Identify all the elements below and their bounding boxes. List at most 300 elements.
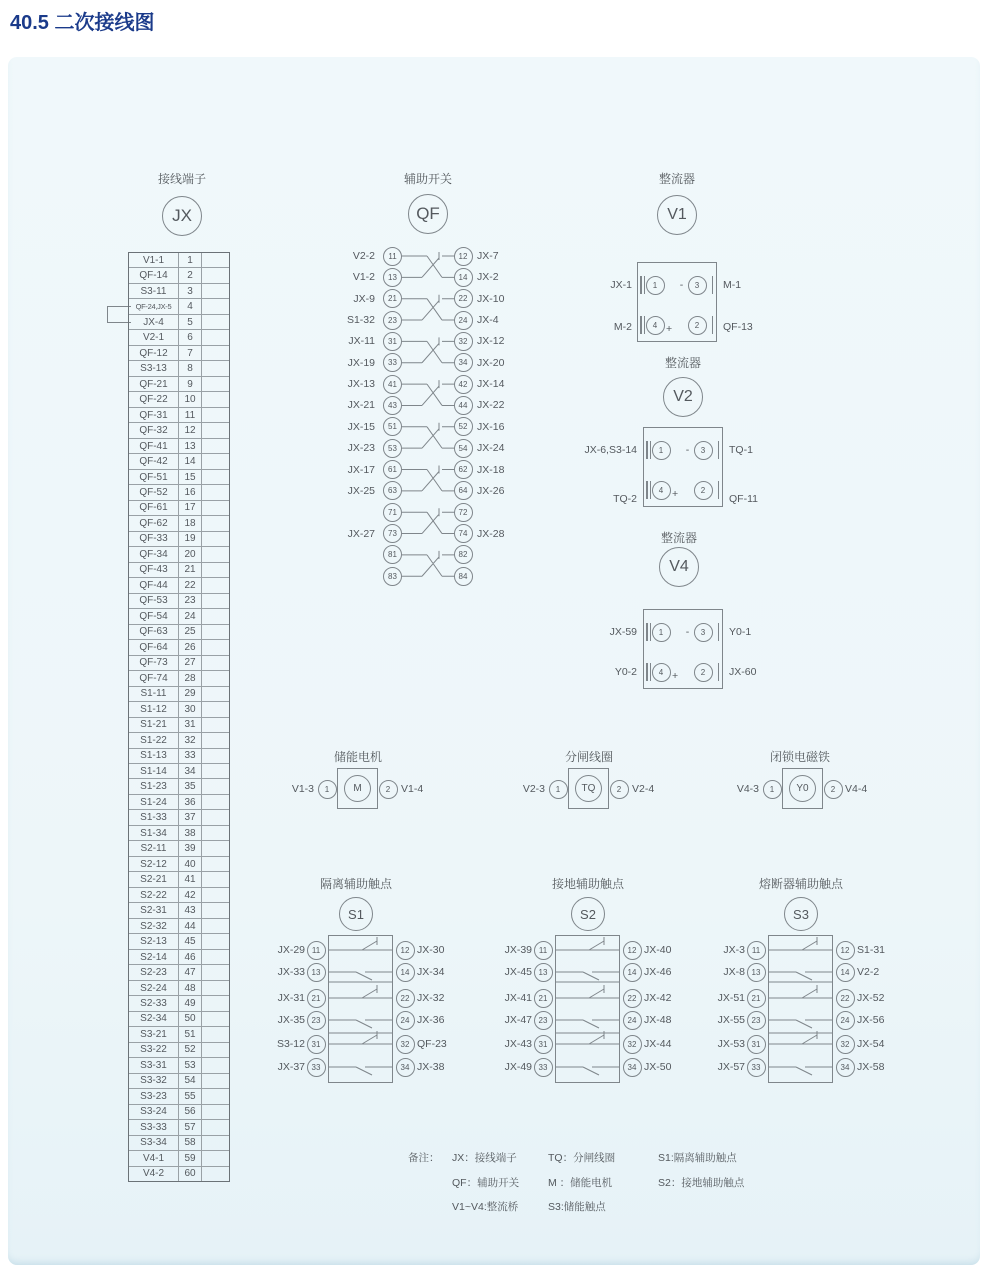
terminal-number: 11: [179, 408, 202, 422]
terminal-number: 35: [179, 779, 202, 793]
terminal-empty-cell: [202, 733, 229, 747]
terminal-empty-cell: [202, 284, 229, 298]
qf-terminal-circle: 52: [454, 417, 473, 436]
terminal-label: S1-14: [129, 764, 179, 778]
qf-terminal-circle: 34: [454, 353, 473, 372]
terminal-label: QF-64: [129, 640, 179, 654]
terminal-number: 20: [179, 547, 202, 561]
terminal-label: QF-34: [129, 547, 179, 561]
contact-terminal: 12: [623, 941, 642, 960]
rectifier-header: 整流器: [658, 172, 695, 186]
terminal-row: [129, 330, 229, 345]
terminal-bar: [718, 481, 720, 499]
terminal-row: [129, 903, 229, 918]
terminal-number: 27: [179, 656, 202, 670]
contact-right-label: JX-32: [417, 992, 445, 1004]
qf-left-label: V1-2: [352, 271, 375, 284]
contact-left-label: JX-57: [717, 1061, 745, 1073]
terminal-empty-cell: [202, 532, 229, 546]
qf-terminal-circle: 82: [454, 545, 473, 564]
terminal-row: [129, 749, 229, 764]
terminal-number: 1: [179, 253, 202, 267]
terminal-bar: [650, 663, 652, 681]
contact-terminal: 11: [307, 941, 326, 960]
terminal-bar: [650, 481, 652, 499]
contact-terminal: 34: [836, 1058, 855, 1077]
terminal-label: V4-1: [129, 1151, 179, 1165]
terminal-number: 60: [179, 1167, 202, 1181]
contact-group-lines: [555, 935, 620, 1083]
rectifier-terminal: 4: [652, 481, 671, 500]
terminal-number: 57: [179, 1120, 202, 1134]
qf-terminal-circle: 71: [383, 503, 402, 522]
rectifier-terminal: 3: [688, 276, 707, 295]
rectifier-terminal: 3: [694, 623, 713, 642]
terminal-row: [129, 1151, 229, 1166]
coil-terminal: 2: [824, 780, 843, 799]
terminal-empty-cell: [202, 1058, 229, 1072]
qf-terminal-circle: 43: [383, 396, 402, 415]
terminal-number: 22: [179, 578, 202, 592]
terminal-row: [129, 408, 229, 423]
qf-left-label: JX-21: [347, 399, 375, 412]
terminal-empty-cell: [202, 315, 229, 329]
coil-terminal: 1: [549, 780, 568, 799]
terminal-bar: [644, 316, 646, 334]
terminal-row: [129, 346, 229, 361]
note-line: S2：接地辅助触点: [658, 1176, 745, 1189]
note-line: V1~V4:整流桥: [452, 1201, 519, 1213]
terminal-label: QF-74: [129, 671, 179, 685]
contact-terminal: 14: [623, 963, 642, 982]
contact-left-label: JX-43: [504, 1038, 532, 1050]
contact-right-label: JX-30: [417, 944, 445, 956]
terminal-number: 49: [179, 996, 202, 1010]
terminal-number: 18: [179, 516, 202, 530]
terminal-bar: [718, 623, 720, 641]
terminal-number: 52: [179, 1043, 202, 1057]
rectifier-label: JX-59: [609, 626, 637, 638]
terminal-number: 16: [179, 485, 202, 499]
terminal-empty-cell: [202, 578, 229, 592]
terminal-empty-cell: [202, 563, 229, 577]
terminal-label: QF-62: [129, 516, 179, 530]
coil-left-label: V2-3: [522, 783, 545, 795]
terminal-label: S3-23: [129, 1089, 179, 1103]
terminal-label: S2-11: [129, 841, 179, 855]
polarity-plus: +: [672, 488, 679, 500]
terminal-row: [129, 1120, 229, 1135]
terminal-row: [129, 625, 229, 640]
qf-left-label: JX-15: [347, 420, 375, 433]
rectifier-label: QF-13: [723, 321, 753, 333]
terminal-number: 59: [179, 1151, 202, 1165]
terminal-row: [129, 872, 229, 887]
terminal-label: QF-14: [129, 268, 179, 282]
contact-terminal: 32: [396, 1035, 415, 1054]
terminal-label: QF-31: [129, 408, 179, 422]
terminal-row: [129, 1027, 229, 1042]
terminal-number: 58: [179, 1136, 202, 1150]
contact-terminal: 22: [396, 989, 415, 1008]
terminal-bar: [640, 316, 642, 334]
terminal-label: QF-24,JX-5: [129, 299, 179, 313]
contact-terminal: 33: [534, 1058, 553, 1077]
terminal-label: QF-61: [129, 501, 179, 515]
note-line: S1:隔离辅助触点: [658, 1152, 737, 1164]
terminal-label: S2-33: [129, 996, 179, 1010]
terminal-empty-cell: [202, 501, 229, 515]
terminal-bar: [712, 316, 714, 334]
rectifier-terminal: 2: [694, 663, 713, 682]
rectifier-terminal: 2: [688, 316, 707, 335]
rectifier-terminal: 2: [694, 481, 713, 500]
terminal-row: [129, 563, 229, 578]
terminal-row: [129, 981, 229, 996]
qf-terminal-circle: 64: [454, 481, 473, 500]
contact-terminal: 22: [623, 989, 642, 1008]
terminal-label: QF-43: [129, 563, 179, 577]
qf-terminal-circle: 14: [454, 268, 473, 287]
contact-terminal: 13: [307, 963, 326, 982]
contact-right-label: JX-54: [857, 1038, 885, 1050]
polarity-plus: +: [672, 670, 679, 682]
rectifier-label: Y0-2: [614, 666, 637, 678]
terminal-row: [129, 795, 229, 810]
terminal-label: S3-13: [129, 361, 179, 375]
polarity-minus: -: [685, 626, 690, 638]
terminal-empty-cell: [202, 1105, 229, 1119]
terminal-number: 30: [179, 702, 202, 716]
terminal-row: [129, 594, 229, 609]
terminal-empty-cell: [202, 872, 229, 886]
contact-left-label: JX-33: [277, 966, 305, 978]
contact-terminal: 21: [747, 989, 766, 1008]
terminal-row: [129, 470, 229, 485]
contact-terminal: 14: [836, 963, 855, 982]
terminal-label: S1-23: [129, 779, 179, 793]
terminal-label: S2-14: [129, 950, 179, 964]
qf-terminal-circle: 81: [383, 545, 402, 564]
terminal-empty-cell: [202, 516, 229, 530]
terminal-bar: [646, 441, 648, 459]
contact-terminal: 24: [396, 1011, 415, 1030]
rectifier-header: 整流器: [660, 531, 697, 545]
terminal-label: QF-52: [129, 485, 179, 499]
rectifier-header: 整流器: [664, 356, 701, 370]
terminal-empty-cell: [202, 764, 229, 778]
rectifier-terminal: 1: [652, 623, 671, 642]
terminal-row: [129, 888, 229, 903]
terminal-row: [129, 810, 229, 825]
terminal-empty-cell: [202, 470, 229, 484]
qf-terminal-circle: 42: [454, 375, 473, 394]
terminal-number: 29: [179, 687, 202, 701]
terminal-row: [129, 702, 229, 717]
terminal-row: [129, 454, 229, 469]
contact-terminal: 11: [534, 941, 553, 960]
terminal-number: 8: [179, 361, 202, 375]
qf-terminal-circle: 12: [454, 247, 473, 266]
qf-left-label: JX-11: [348, 335, 375, 348]
contact-left-label: JX-31: [277, 992, 305, 1004]
terminal-bar: [718, 663, 720, 681]
terminal-number: 28: [179, 671, 202, 685]
coil-left-label: V4-3: [736, 783, 759, 795]
rectifier-label: QF-11: [729, 493, 758, 505]
qf-right-label: JX-24: [477, 442, 505, 455]
terminal-empty-cell: [202, 1074, 229, 1088]
rectifier-label: TQ-1: [729, 444, 753, 456]
terminal-label: S1-22: [129, 733, 179, 747]
terminal-row: [129, 299, 229, 314]
terminal-row: [129, 1043, 229, 1058]
terminal-bar: [712, 276, 714, 294]
terminal-number: 31: [179, 718, 202, 732]
qf-terminal-circle: 72: [454, 503, 473, 522]
terminal-label: V1-1: [129, 253, 179, 267]
terminal-label: S3-21: [129, 1027, 179, 1041]
terminal-number: 6: [179, 330, 202, 344]
terminal-number: 23: [179, 594, 202, 608]
terminal-row: [129, 423, 229, 438]
terminal-number: 33: [179, 749, 202, 763]
terminal-number: 38: [179, 826, 202, 840]
terminal-block-header: 接线端子: [157, 172, 206, 186]
terminal-row: [129, 826, 229, 841]
terminal-label: QF-22: [129, 392, 179, 406]
terminal-label: QF-21: [129, 377, 179, 391]
rectifier-terminal: 1: [646, 276, 665, 295]
terminal-label: S3-11: [129, 284, 179, 298]
terminal-row: [129, 609, 229, 624]
terminal-label: S1-12: [129, 702, 179, 716]
terminal-empty-cell: [202, 609, 229, 623]
qf-right-label: JX-2: [477, 271, 499, 284]
terminal-empty-cell: [202, 1136, 229, 1150]
terminal-row: [129, 687, 229, 702]
terminal-number: 39: [179, 841, 202, 855]
terminal-row: [129, 1012, 229, 1027]
contact-left-label: JX-55: [717, 1014, 745, 1026]
rectifier-label: Y0-1: [729, 626, 752, 638]
contact-terminal: 32: [623, 1035, 642, 1054]
qf-terminal-circle: 84: [454, 567, 473, 586]
polarity-minus: -: [685, 444, 690, 456]
terminal-table: [128, 252, 230, 1182]
terminal-label: S2-32: [129, 919, 179, 933]
terminal-empty-cell: [202, 253, 229, 267]
terminal-number: 2: [179, 268, 202, 282]
contact-terminal: 34: [396, 1058, 415, 1077]
note-line: TQ：分闸线圈: [548, 1152, 616, 1164]
terminal-row: [129, 516, 229, 531]
rectifier-symbol: V4: [659, 547, 699, 587]
terminal-empty-cell: [202, 547, 229, 561]
contact-terminal: 31: [307, 1035, 326, 1054]
terminal-label: S1-21: [129, 718, 179, 732]
coil-symbol: Y0: [789, 775, 816, 802]
note-line: JX：接线端子: [452, 1152, 517, 1164]
terminal-bar: [646, 623, 648, 641]
contact-left-label: JX-41: [504, 992, 532, 1004]
terminal-label: S2-24: [129, 981, 179, 995]
terminal-row: [129, 1089, 229, 1104]
contact-group-lines: [328, 935, 393, 1083]
contact-terminal: 12: [836, 941, 855, 960]
terminal-empty-cell: [202, 392, 229, 406]
qf-right-label: JX-10: [477, 292, 505, 305]
terminal-empty-cell: [202, 1012, 229, 1026]
qf-left-label: JX-9: [353, 292, 375, 305]
contact-left-label: JX-53: [717, 1038, 745, 1050]
rectifier-label: JX-6,S3-14: [584, 444, 637, 456]
contact-right-label: S1-31: [857, 944, 886, 956]
terminal-empty-cell: [202, 718, 229, 732]
terminal-label: S2-34: [129, 1012, 179, 1026]
note-line: M ：储能电机: [548, 1176, 613, 1189]
contact-left-label: JX-39: [504, 944, 532, 956]
terminal-empty-cell: [202, 594, 229, 608]
coil-terminal: 1: [763, 780, 782, 799]
terminal-number: 17: [179, 501, 202, 515]
coil-header: 闭锁电磁铁: [769, 750, 830, 764]
contact-terminal: 31: [534, 1035, 553, 1054]
qf-terminal-circle: 33: [383, 353, 402, 372]
contact-right-label: JX-44: [644, 1038, 672, 1050]
terminal-row: [129, 640, 229, 655]
contact-right-label: JX-46: [644, 966, 672, 978]
terminal-number: 50: [179, 1012, 202, 1026]
terminal-bar: [646, 481, 648, 499]
contact-left-label: JX-37: [277, 1061, 305, 1073]
terminal-label: QF-51: [129, 470, 179, 484]
terminal-empty-cell: [202, 903, 229, 917]
terminal-row: [129, 934, 229, 949]
terminal-number: 34: [179, 764, 202, 778]
qf-terminal-circle: 32: [454, 332, 473, 351]
terminal-empty-cell: [202, 361, 229, 375]
terminal-row: [129, 718, 229, 733]
terminal-row: [129, 284, 229, 299]
contact-left-label: JX-35: [277, 1014, 305, 1026]
contact-right-label: JX-50: [644, 1061, 672, 1073]
terminal-number: 46: [179, 950, 202, 964]
qf-right-label: JX-7: [477, 250, 499, 262]
note-line: S3:储能触点: [548, 1201, 606, 1213]
terminal-empty-cell: [202, 656, 229, 670]
qf-left-label: JX-17: [347, 463, 375, 476]
rectifier-label: JX-60: [729, 666, 757, 678]
terminal-empty-cell: [202, 919, 229, 933]
contact-terminal: 14: [396, 963, 415, 982]
terminal-label: S1-24: [129, 795, 179, 809]
terminal-row: [129, 764, 229, 779]
qf-left-label: JX-19: [347, 356, 375, 369]
rectifier-label: JX-1: [610, 279, 632, 291]
qf-right-label: JX-22: [477, 399, 505, 412]
rectifier-label: M-1: [723, 279, 742, 291]
contact-left-label: JX-29: [277, 944, 305, 956]
terminal-label: V2-1: [129, 330, 179, 344]
coil-left-label: V1-3: [291, 783, 314, 795]
terminal-label: S3-34: [129, 1136, 179, 1150]
contact-group-symbol: S2: [571, 897, 605, 931]
terminal-number: 45: [179, 934, 202, 948]
terminal-label: QF-53: [129, 594, 179, 608]
terminal-label: S2-23: [129, 965, 179, 979]
qf-terminal-circle: 73: [383, 524, 402, 543]
terminal-label: S1-33: [129, 810, 179, 824]
coil-header: 分闸线圈: [564, 750, 613, 764]
qf-terminal-circle: 23: [383, 311, 402, 330]
terminal-number: 13: [179, 439, 202, 453]
terminal-number: 14: [179, 454, 202, 468]
terminal-empty-cell: [202, 299, 229, 313]
terminal-empty-cell: [202, 702, 229, 716]
terminal-row: [129, 919, 229, 934]
contact-group-header: 熔断器辅助触点: [758, 877, 843, 891]
contact-terminal: 33: [307, 1058, 326, 1077]
terminal-empty-cell: [202, 795, 229, 809]
terminal-empty-cell: [202, 888, 229, 902]
terminal-empty-cell: [202, 1120, 229, 1134]
terminal-empty-cell: [202, 439, 229, 453]
terminal-number: 21: [179, 563, 202, 577]
terminal-number: 4: [179, 299, 202, 313]
terminal-empty-cell: [202, 454, 229, 468]
terminal-row: [129, 857, 229, 872]
terminal-number: 24: [179, 609, 202, 623]
terminal-number: 41: [179, 872, 202, 886]
terminal-empty-cell: [202, 779, 229, 793]
qf-right-label: JX-26: [477, 484, 505, 497]
page-title: 40.5 二次接线图: [10, 12, 155, 34]
terminal-label: QF-73: [129, 656, 179, 670]
rectifier-label: TQ-2: [613, 493, 637, 505]
terminal-label: S2-31: [129, 903, 179, 917]
terminal-row: [129, 656, 229, 671]
terminal-empty-cell: [202, 857, 229, 871]
terminal-empty-cell: [202, 950, 229, 964]
qf-terminal-circle: 83: [383, 567, 402, 586]
aux-switch-header: 辅助开关: [403, 172, 452, 186]
terminal-number: 15: [179, 470, 202, 484]
terminal-row: [129, 1167, 229, 1181]
contact-terminal: 11: [747, 941, 766, 960]
qf-left-label: V2-2: [352, 250, 375, 262]
qf-terminal-circle: 61: [383, 460, 402, 479]
terminal-row: [129, 315, 229, 330]
terminal-empty-cell: [202, 810, 229, 824]
qf-terminal-circle: 11: [383, 247, 402, 266]
notes-label: 备注：: [408, 1152, 440, 1164]
terminal-row: [129, 996, 229, 1011]
terminal-number: 53: [179, 1058, 202, 1072]
terminal-label: S3-33: [129, 1120, 179, 1134]
terminal-empty-cell: [202, 408, 229, 422]
terminal-row: [129, 392, 229, 407]
contact-left-label: JX-3: [723, 944, 745, 956]
terminal-empty-cell: [202, 485, 229, 499]
terminal-bar: [640, 276, 642, 294]
rectifier-terminal: 4: [646, 316, 665, 335]
contact-terminal: 23: [307, 1011, 326, 1030]
terminal-row: [129, 253, 229, 268]
contact-terminal: 34: [623, 1058, 642, 1077]
coil-terminal: 2: [379, 780, 398, 799]
qf-terminal-circle: 31: [383, 332, 402, 351]
